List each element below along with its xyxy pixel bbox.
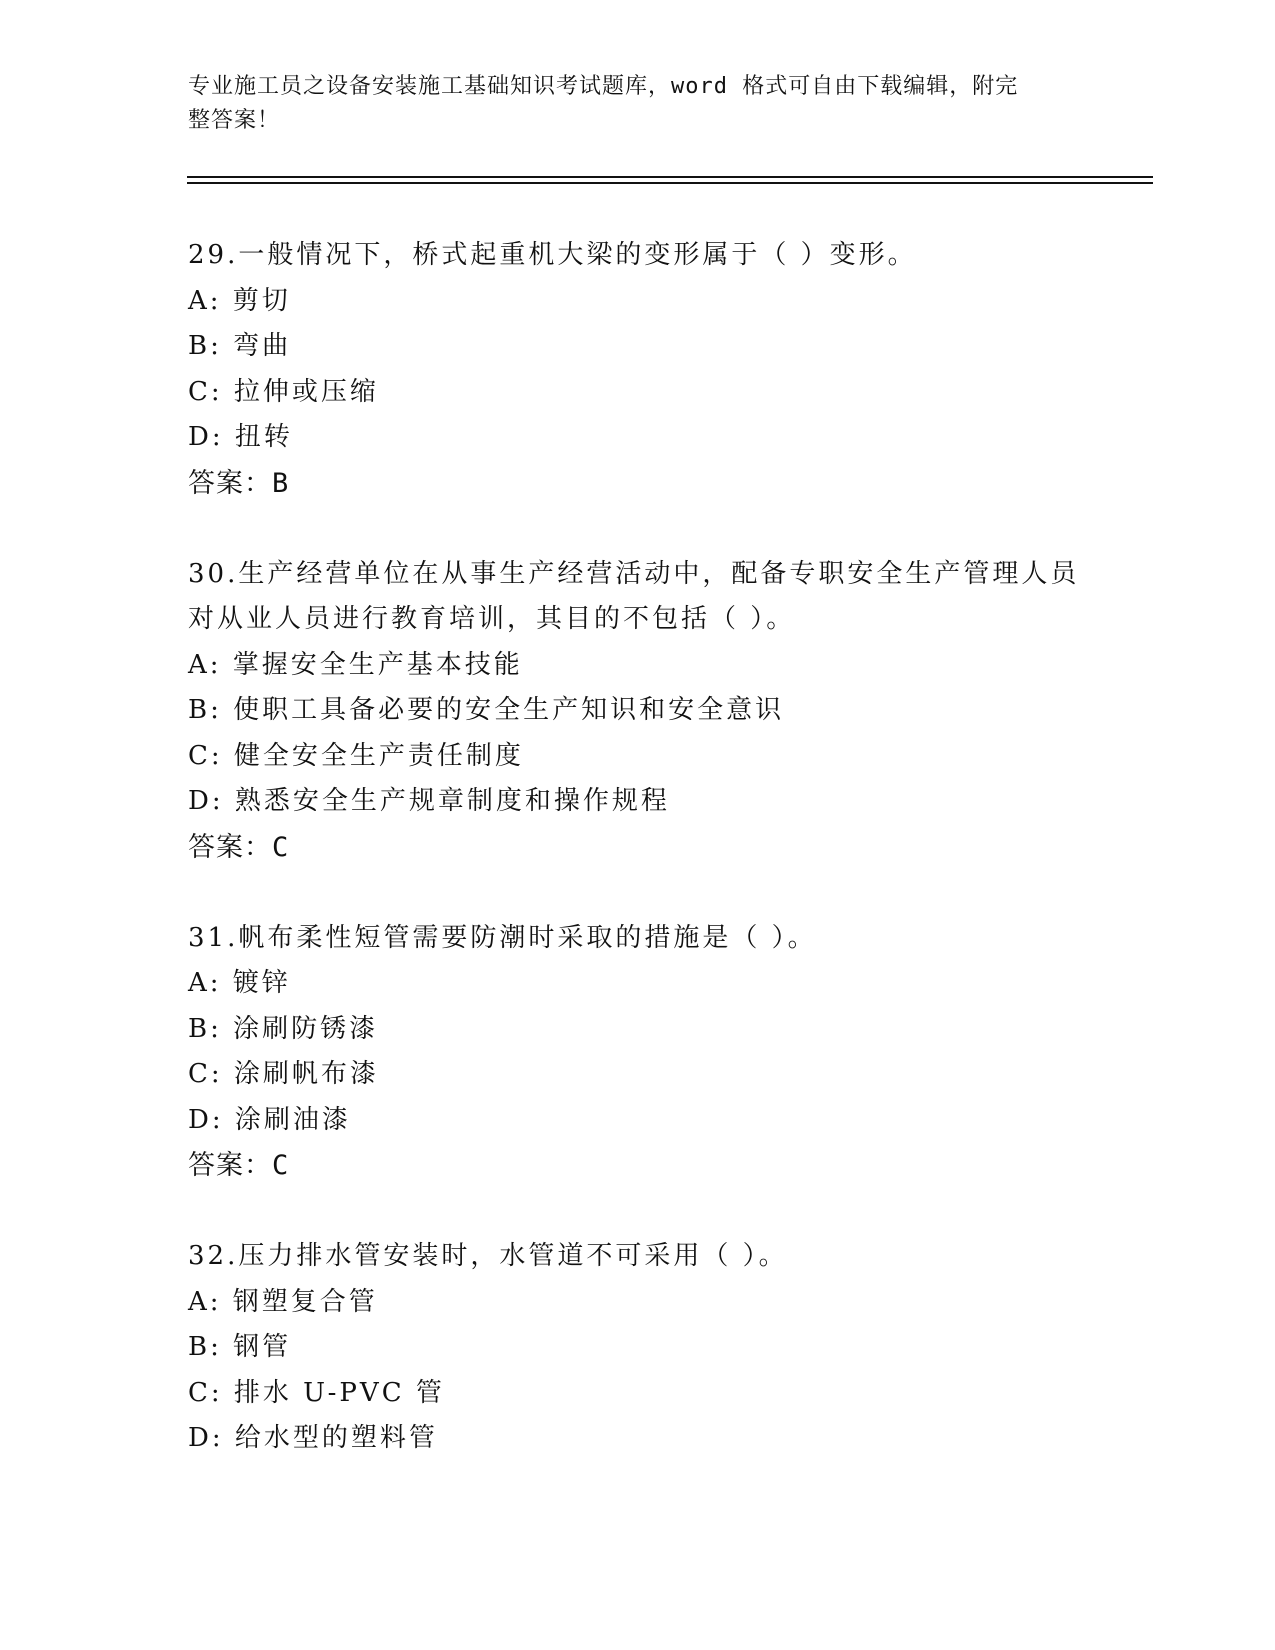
option-a: A: 剪切 — [188, 285, 291, 316]
question-31 — [188, 916, 1088, 1189]
option-d: D: 熟悉安全生产规章制度和操作规程 — [188, 786, 670, 816]
option-d: D: 给水型的塑料管 — [188, 1423, 438, 1453]
option-d: D: 涂刷油漆 — [188, 1104, 351, 1135]
option-b: B: 弯曲 — [188, 331, 292, 361]
question-spacer — [188, 506, 1088, 552]
question-spacer — [188, 870, 1088, 916]
option-a: A: 掌握安全生产基本技能 — [188, 649, 523, 680]
question-30 — [188, 552, 1088, 870]
header-divider-bottom — [187, 182, 1153, 184]
question-stem: 32.压力排水管安装时，水管道不可采用（ ）。 — [188, 1241, 788, 1271]
header-line-2: 整答案！ — [188, 108, 281, 133]
option-c: C: 涂刷帆布漆 — [188, 1059, 379, 1089]
option-b: B: 涂刷防锈漆 — [188, 1013, 379, 1044]
question-list — [188, 233, 1088, 1462]
question-stem: 31.帆布柔性短管需要防潮时采取的措施是（ ）。 — [188, 922, 817, 953]
answer-line: 答案：B — [188, 467, 290, 499]
header-line-1: 专业施工员之设备安装施工基础知识考试题库，word 格式可自由下载编辑，附完 — [188, 74, 1019, 99]
option-a: A: 钢塑复合管 — [188, 1286, 378, 1317]
option-b: B: 钢管 — [188, 1332, 292, 1362]
header-divider-top — [187, 176, 1153, 178]
question-stem-line-2: 对从业人员进行教育培训，其目的不包括（ ）。 — [188, 604, 796, 634]
option-a: A: 镀锌 — [188, 968, 291, 998]
option-c: C: 排水 U-PVC 管 — [188, 1377, 445, 1408]
option-b: B: 使职工具备必要的安全生产知识和安全意识 — [188, 695, 785, 725]
question-stem-line-1: 30.生产经营单位在从事生产经营活动中，配备专职安全生产管理人员 — [188, 558, 1080, 589]
question-29 — [188, 233, 1088, 506]
option-c: C: 健全安全生产责任制度 — [188, 740, 524, 771]
option-d: D: 扭转 — [188, 422, 293, 452]
answer-line: 答案：C — [188, 831, 290, 863]
question-32 — [188, 1234, 1088, 1462]
answer-line: 答案：C — [188, 1150, 290, 1181]
document-header — [188, 70, 1068, 138]
question-stem: 29.一般情况下，桥式起重机大梁的变形属于（ ）变形。 — [188, 240, 917, 270]
question-spacer — [188, 1188, 1088, 1234]
option-c: C: 拉伸或压缩 — [188, 376, 379, 407]
